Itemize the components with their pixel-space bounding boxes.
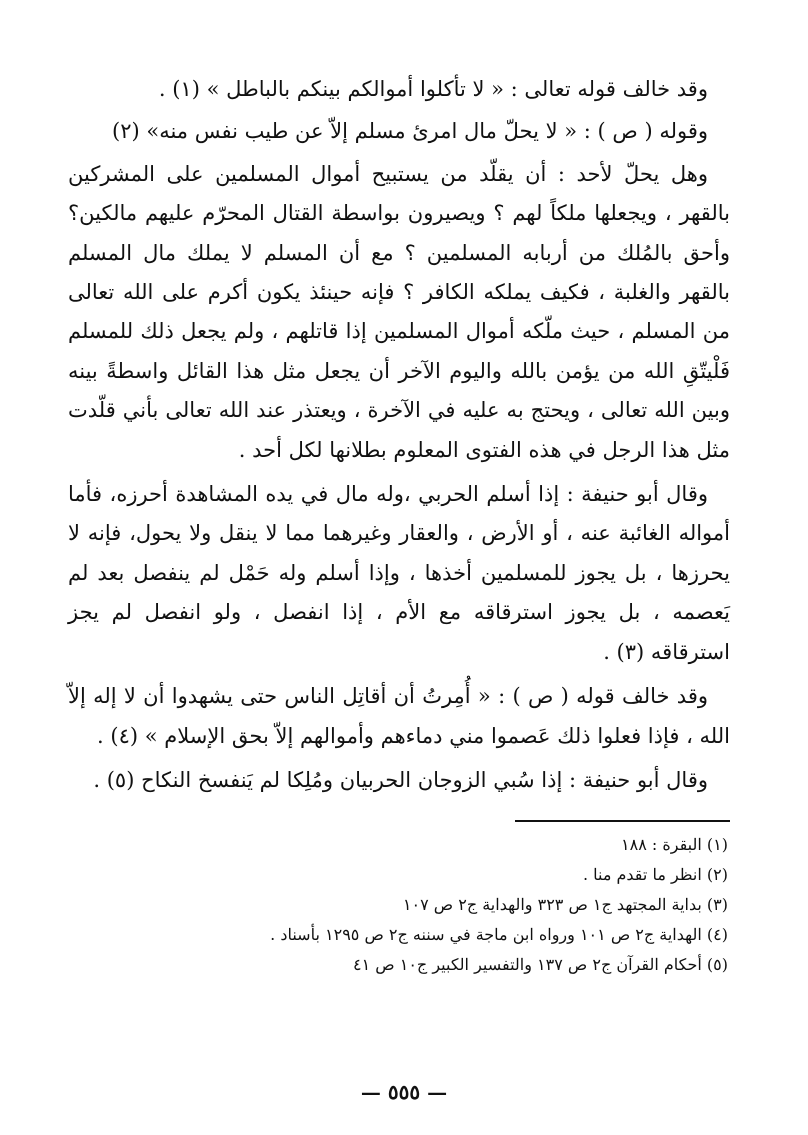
footnote-1: (١) البقرة : ١٨٨ — [621, 835, 728, 855]
page-number: — ٥٥٥ — — [360, 1080, 448, 1104]
footnote-3: (٣) بداية المجتهد ج١ ص ٣٢٣ والهداية ج٢ ص ١٠٧ — [402, 895, 728, 915]
paragraph-3: وهل يحلّ لأحد : أن يقلّد من يستبيح أموال المسلمين على المشركين بالقهر ، ويجعلها ملكاً لهم ؟ ويصيرون بواسطة القتال المحرّم عليهم مالكين؟ وأحق بالمُلك من أربابه المسلمين ؟ مع أن المسلم لا يملك مال المسلم بالقهر والغلبة ، فكيف يملكه الكافر ؟ فإنه حينئذ يكون أكرم على الله تعالى من المسلم ، حيث ملّكه أموال المسلمين إذا قاتلهم ، ولم يجعل ذلك للمسلم فَلْيتّقِ الله من يؤمن بالله واليوم الآخر أن يجعل مثل هذا القائل واسطةً بينه وبين الله تعالى ، ويحتج به عليه في الآخرة ، ويعتذر عند الله تعالى بأني قلّدت مثل هذا الرجل في هذه الفتوى المعلوم بطلانها لكل أحد . — [68, 161, 730, 462]
footnote-5: (٥) أحكام القرآن ج٢ ص ١٣٧ والتفسير الكبير ج١٠ ص ٤١ — [353, 955, 728, 975]
main-text — [68, 70, 730, 800]
paragraph-1: وقد خالف قوله تعالى : « لا تأكلوا أموالكم بينكم بالباطل » (١) . — [158, 77, 708, 101]
footnote-divider — [515, 820, 730, 822]
paragraph-4: وقال أبو حنيفة : إذا أسلم الحربي ،وله مال في يده المشاهدة أحرزه، فأما أمواله الغائبة عنه ، أو الأرض ، والعقار وغيرهما مما لا ينقل ولا يحول، فإنه لا يحرزها ، بل يجوز للمسلمين أخذها ، وإذا أسلم وله حَمْل لم ينفصل بعد لم يَعصمه ، بل يجوز استرقاقه مع الأم ، إذا انفصل ، ولو انفصل لم يجز استرقاقه (٣) . — [68, 482, 730, 664]
footnote-2: (٢) انظر ما تقدم منا . — [582, 865, 728, 885]
footnotes — [68, 830, 730, 980]
footnote-4: (٤) الهداية ج٢ ص ١٠١ ورواه ابن ماجة في سننه ج٢ ص ١٢٩٥ بأسناد . — [270, 925, 728, 945]
paragraph-6: وقال أبو حنيفة : إذا سُبي الزوجان الحربيان ومُلِكا لم يَنفسخ النكاح (٥) . — [93, 767, 708, 792]
paragraph-2: وقوله ( ص ) : « لا يحلّ مال امرئ مسلم إلاّ عن طيب نفس منه» (٢) — [112, 119, 708, 144]
document-page — [68, 70, 730, 1120]
paragraph-5: وقد خالف قوله ( ص ) : « أُمِرتُ أن أقاتِل الناس حتى يشهدوا أن لا إله إلاّ الله ، فإذا فعلوا ذلك عَصموا مني دماءهم وأموالهم إلاّ بحق الإسلام » (٤) . — [68, 684, 730, 748]
